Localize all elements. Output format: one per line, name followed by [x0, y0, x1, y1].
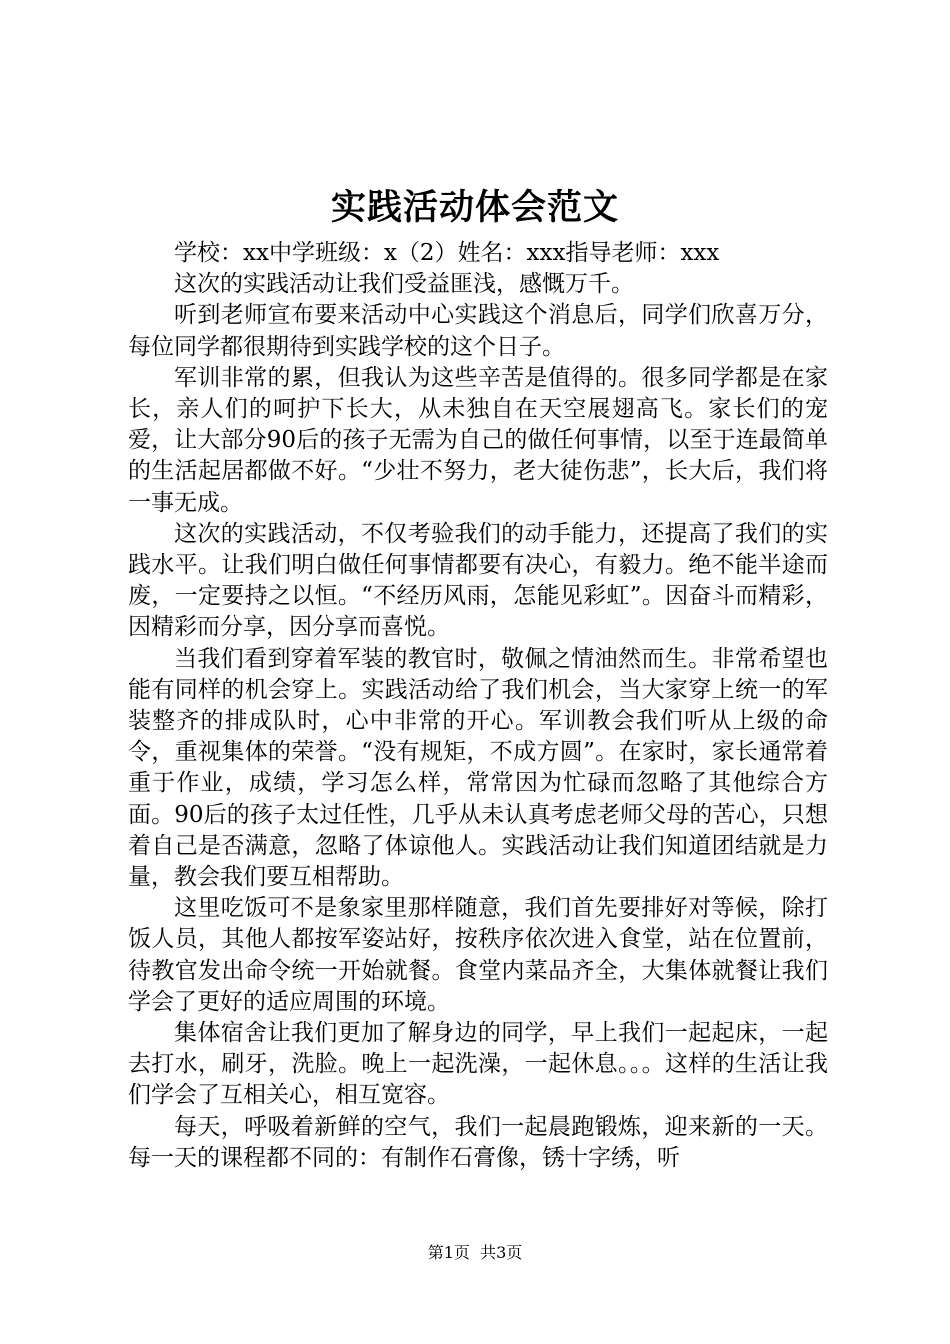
- paragraph: 这次的实践活动，不仅考验我们的动手能力，还提高了我们的实践水平。让我们明白做任何事情都要有决心，有毅力。绝不能半途而废，一定要持之以恒。“不经历风雨，怎能见彩虹”。因奋斗而精彩，因精彩而分享，因分享而喜悦。: [128, 520, 828, 641]
- page-number: 第1页 共3页: [427, 1243, 523, 1262]
- paragraph: 这里吃饭可不是象家里那样随意，我们首先要排好对等候，除打饭人员，其他人都按军姿站好，按秩序依次进入食堂，站在位置前，待教官发出命令统一开始就餐。食堂内菜品齐全，大集体就餐让我们学会了更好的适应周围的环境。: [128, 895, 828, 1015]
- paragraph: 听到老师宣布要来活动中心实践这个消息后，同学们欣喜万分，每位同学都很期待到实践学校的这个日子。: [128, 302, 828, 360]
- paragraph: 这次的实践活动让我们受益匪浅，感慨万千。: [174, 271, 634, 298]
- paragraph: 每天，呼吸着新鲜的空气，我们一起晨跑锻炼，迎来新的一天。每一天的课程都不同的：有制作石膏像，锈十字绣，听: [128, 1113, 828, 1171]
- page-footer: [0, 1243, 950, 1263]
- paragraph: 军训非常的累，但我认为这些辛苦是值得的。很多同学都是在家长，亲人们的呵护下长大，从未独自在天空展翅高飞。家长们的宠爱，让大部分90后的孩子无需为自己的做任何事情，以至于连最简单的生活起居都做不好。“少壮不努力，老大徒伤悲”，长大后，我们将一事无成。: [128, 364, 828, 516]
- paragraph: 集体宿舍让我们更加了解身边的同学，早上我们一起起床，一起去打水，刷牙，洗脸。晚上一起洗澡，一起休息。。。这样的生活让我们学会了互相关心，相互宽容。: [128, 1020, 828, 1109]
- paragraph: 当我们看到穿着军装的教官时，敬佩之情油然而生。非常希望也能有同样的机会穿上。实践活动给了我们机会，当大家穿上统一的军装整齐的排成队时，心中非常的开心。军训教会我们听从上级的命令，重视集体的荣誉。“没有规矩，不成方圆”。在家时，家长通常着重于作业，成绩，学习怎么样，常常因为忙碌而忽略了其他综合方面。90后的孩子太过任性，几乎从未认真考虑老师父母的苦心，只想着自己是否满意，忽略了体谅他人。实践活动让我们知道团结就是力量，教会我们要互相帮助。: [128, 645, 828, 891]
- info-line: 学校：xx中学班级：x（2）姓名：xxx指导老师：xxx: [174, 240, 720, 266]
- document-title: 实践活动体会范文: [330, 187, 619, 228]
- document-body: [128, 238, 828, 1174]
